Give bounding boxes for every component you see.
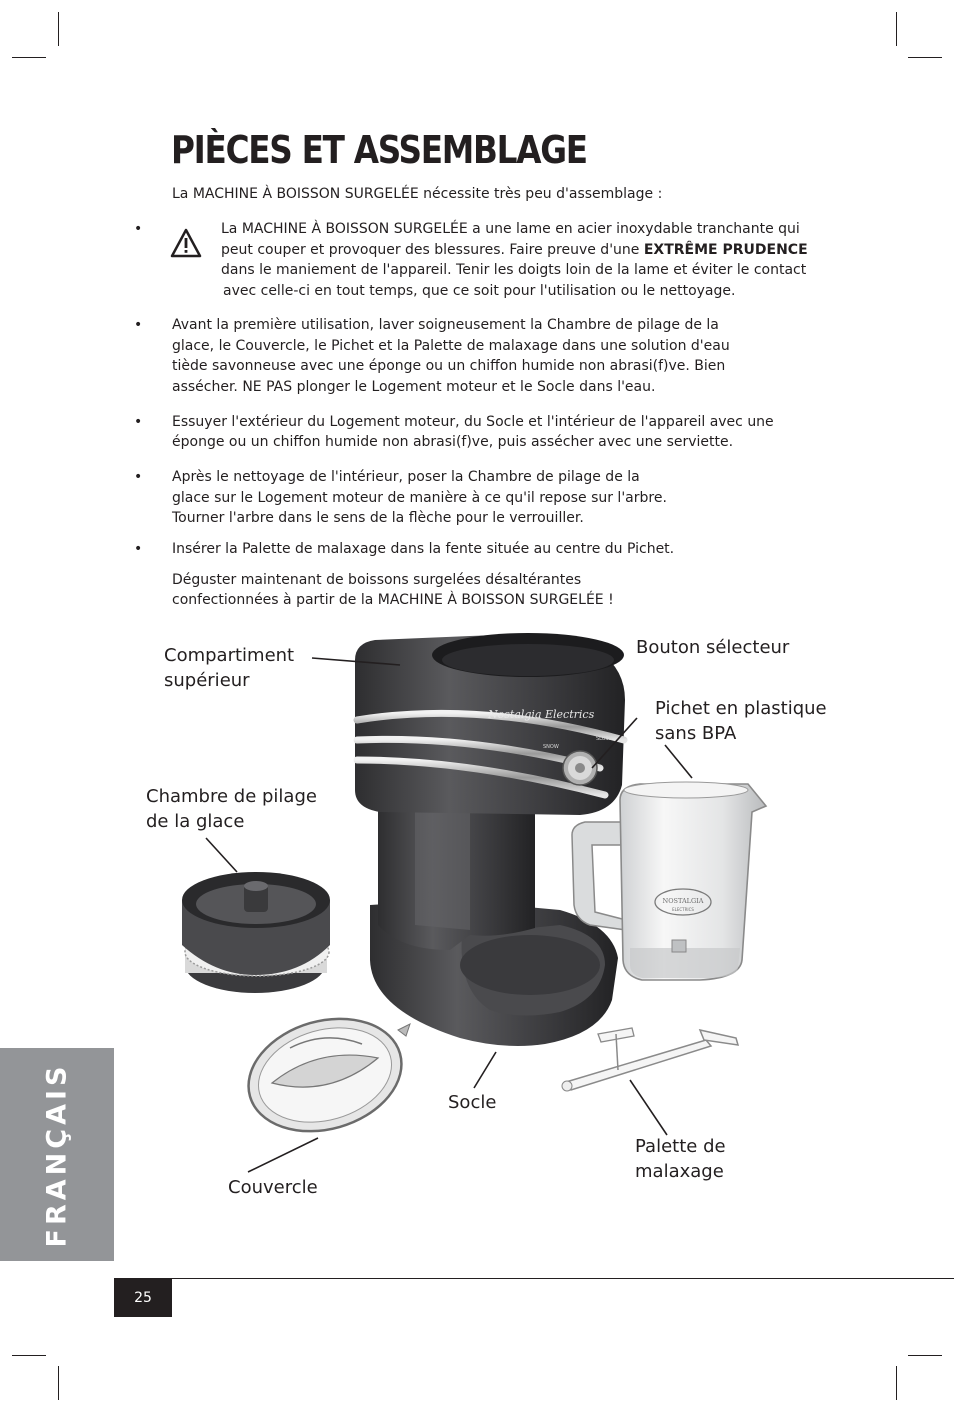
label-base: Socle [448, 1092, 497, 1113]
page-title: PIÈCES ET ASSEMBLAGE [171, 128, 587, 172]
closing-line-1: Déguster maintenant de boissons surgelées désaltérantes [172, 572, 582, 588]
label-paddle-2: malaxage [635, 1161, 724, 1182]
bullet5-text: Insérer la Palette de malaxage dans la fente située au centre du Pichet. [172, 541, 675, 557]
intro-text: La MACHINE À BOISSON SURGELÉE nécessite très peu d'assemblage : [172, 186, 663, 202]
knob-label-slush: SLUSH [596, 736, 613, 742]
crop-mark [908, 1355, 942, 1356]
lid-cover [235, 1002, 415, 1149]
bullet-marker: • [134, 414, 143, 430]
bullet4-line-3: Tourner l'arbre dans le sens de la flèche pour le verrouiller. [172, 510, 584, 526]
footer-rule [114, 1278, 954, 1279]
page-number: 25 [134, 1290, 152, 1306]
warning-line-2 [221, 240, 808, 261]
crusher-chamber [182, 872, 330, 993]
label-top-compartment-1: Compartiment [164, 645, 295, 666]
crop-mark [58, 1366, 59, 1400]
pitcher-logo-brand: NOSTALGIA [662, 897, 704, 905]
crop-mark [908, 57, 942, 58]
bullet4-line-1: Après le nettoyage de l'intérieur, poser la Chambre de pilage de la [172, 469, 640, 485]
warning-triangle-icon [170, 227, 202, 259]
mixing-paddle [562, 1028, 738, 1091]
bullet4-line-2: glace sur le Logement moteur de manière à ce qu'il repose sur l'arbre. [172, 490, 667, 506]
selector-knob [563, 751, 597, 785]
crop-mark [896, 12, 897, 46]
closing-line-2: confectionnées à partir de la MACHINE À BOISSON SURGELÉE ! [172, 592, 614, 608]
label-top-compartment-2: supérieur [164, 670, 250, 691]
bullet2-line-1: Avant la première utilisation, laver soigneusement la Chambre de pilage de la [172, 317, 719, 333]
bullet-marker: • [134, 541, 143, 557]
label-lid: Couvercle [228, 1177, 318, 1198]
knob-label-snow: SNOW [543, 744, 559, 750]
bullet2-line-4: assécher. NE PAS plonger le Logement moteur et le Socle dans l'eau. [172, 379, 656, 395]
label-pitcher-2: sans BPA [655, 723, 737, 744]
label-crusher-2: de la glace [146, 811, 245, 832]
crop-mark [12, 1355, 46, 1356]
bullet-marker: • [134, 221, 143, 237]
pitcher-logo-sub: ELECTRICS [672, 907, 694, 912]
crop-mark [896, 1366, 897, 1400]
warning-line-3: dans le maniement de l'appareil. Tenir les doigts loin de la lame et éviter le contact [221, 262, 807, 278]
bullet-marker: • [134, 317, 143, 333]
language-label: FRANÇAIS [41, 1062, 73, 1248]
label-pitcher-1: Pichet en plastique [655, 698, 827, 719]
bullet3-line-1: Essuyer l'extérieur du Logement moteur, du Socle et l'intérieur de l'appareil avec une [172, 414, 774, 430]
crop-mark [12, 57, 46, 58]
label-crusher-1: Chambre de pilage [146, 786, 317, 807]
label-selector: Bouton sélecteur [636, 637, 790, 658]
warning-line-4: avec celle-ci en tout temps, que ce soit pour l'utilisation ou le nettoyage. [223, 283, 736, 299]
warning-emphasis: EXTRÊME PRUDENCE [643, 242, 808, 258]
brand-script: Nostalgia Electrics [488, 708, 595, 721]
bullet-marker: • [134, 469, 143, 485]
warning-line-2-text: peut couper et provoquer des blessures. Faire preuve d'une [221, 242, 644, 258]
bullet2-line-2: glace, le Couvercle, le Pichet et la Palette de malaxage dans une solution d'eau [172, 338, 730, 354]
label-paddle-1: Palette de [635, 1136, 726, 1157]
bullet2-line-3: tiède savonneuse avec une éponge ou un chiffon humide non abrasi(f)ve. Bien [172, 358, 726, 374]
crop-mark [58, 12, 59, 46]
bullet3-line-2: éponge ou un chiffon humide non abrasi(f)ve, puis assécher avec une serviette. [172, 434, 734, 450]
warning-line-1: La MACHINE À BOISSON SURGELÉE a une lame en acier inoxydable tranchante qui [221, 221, 800, 237]
